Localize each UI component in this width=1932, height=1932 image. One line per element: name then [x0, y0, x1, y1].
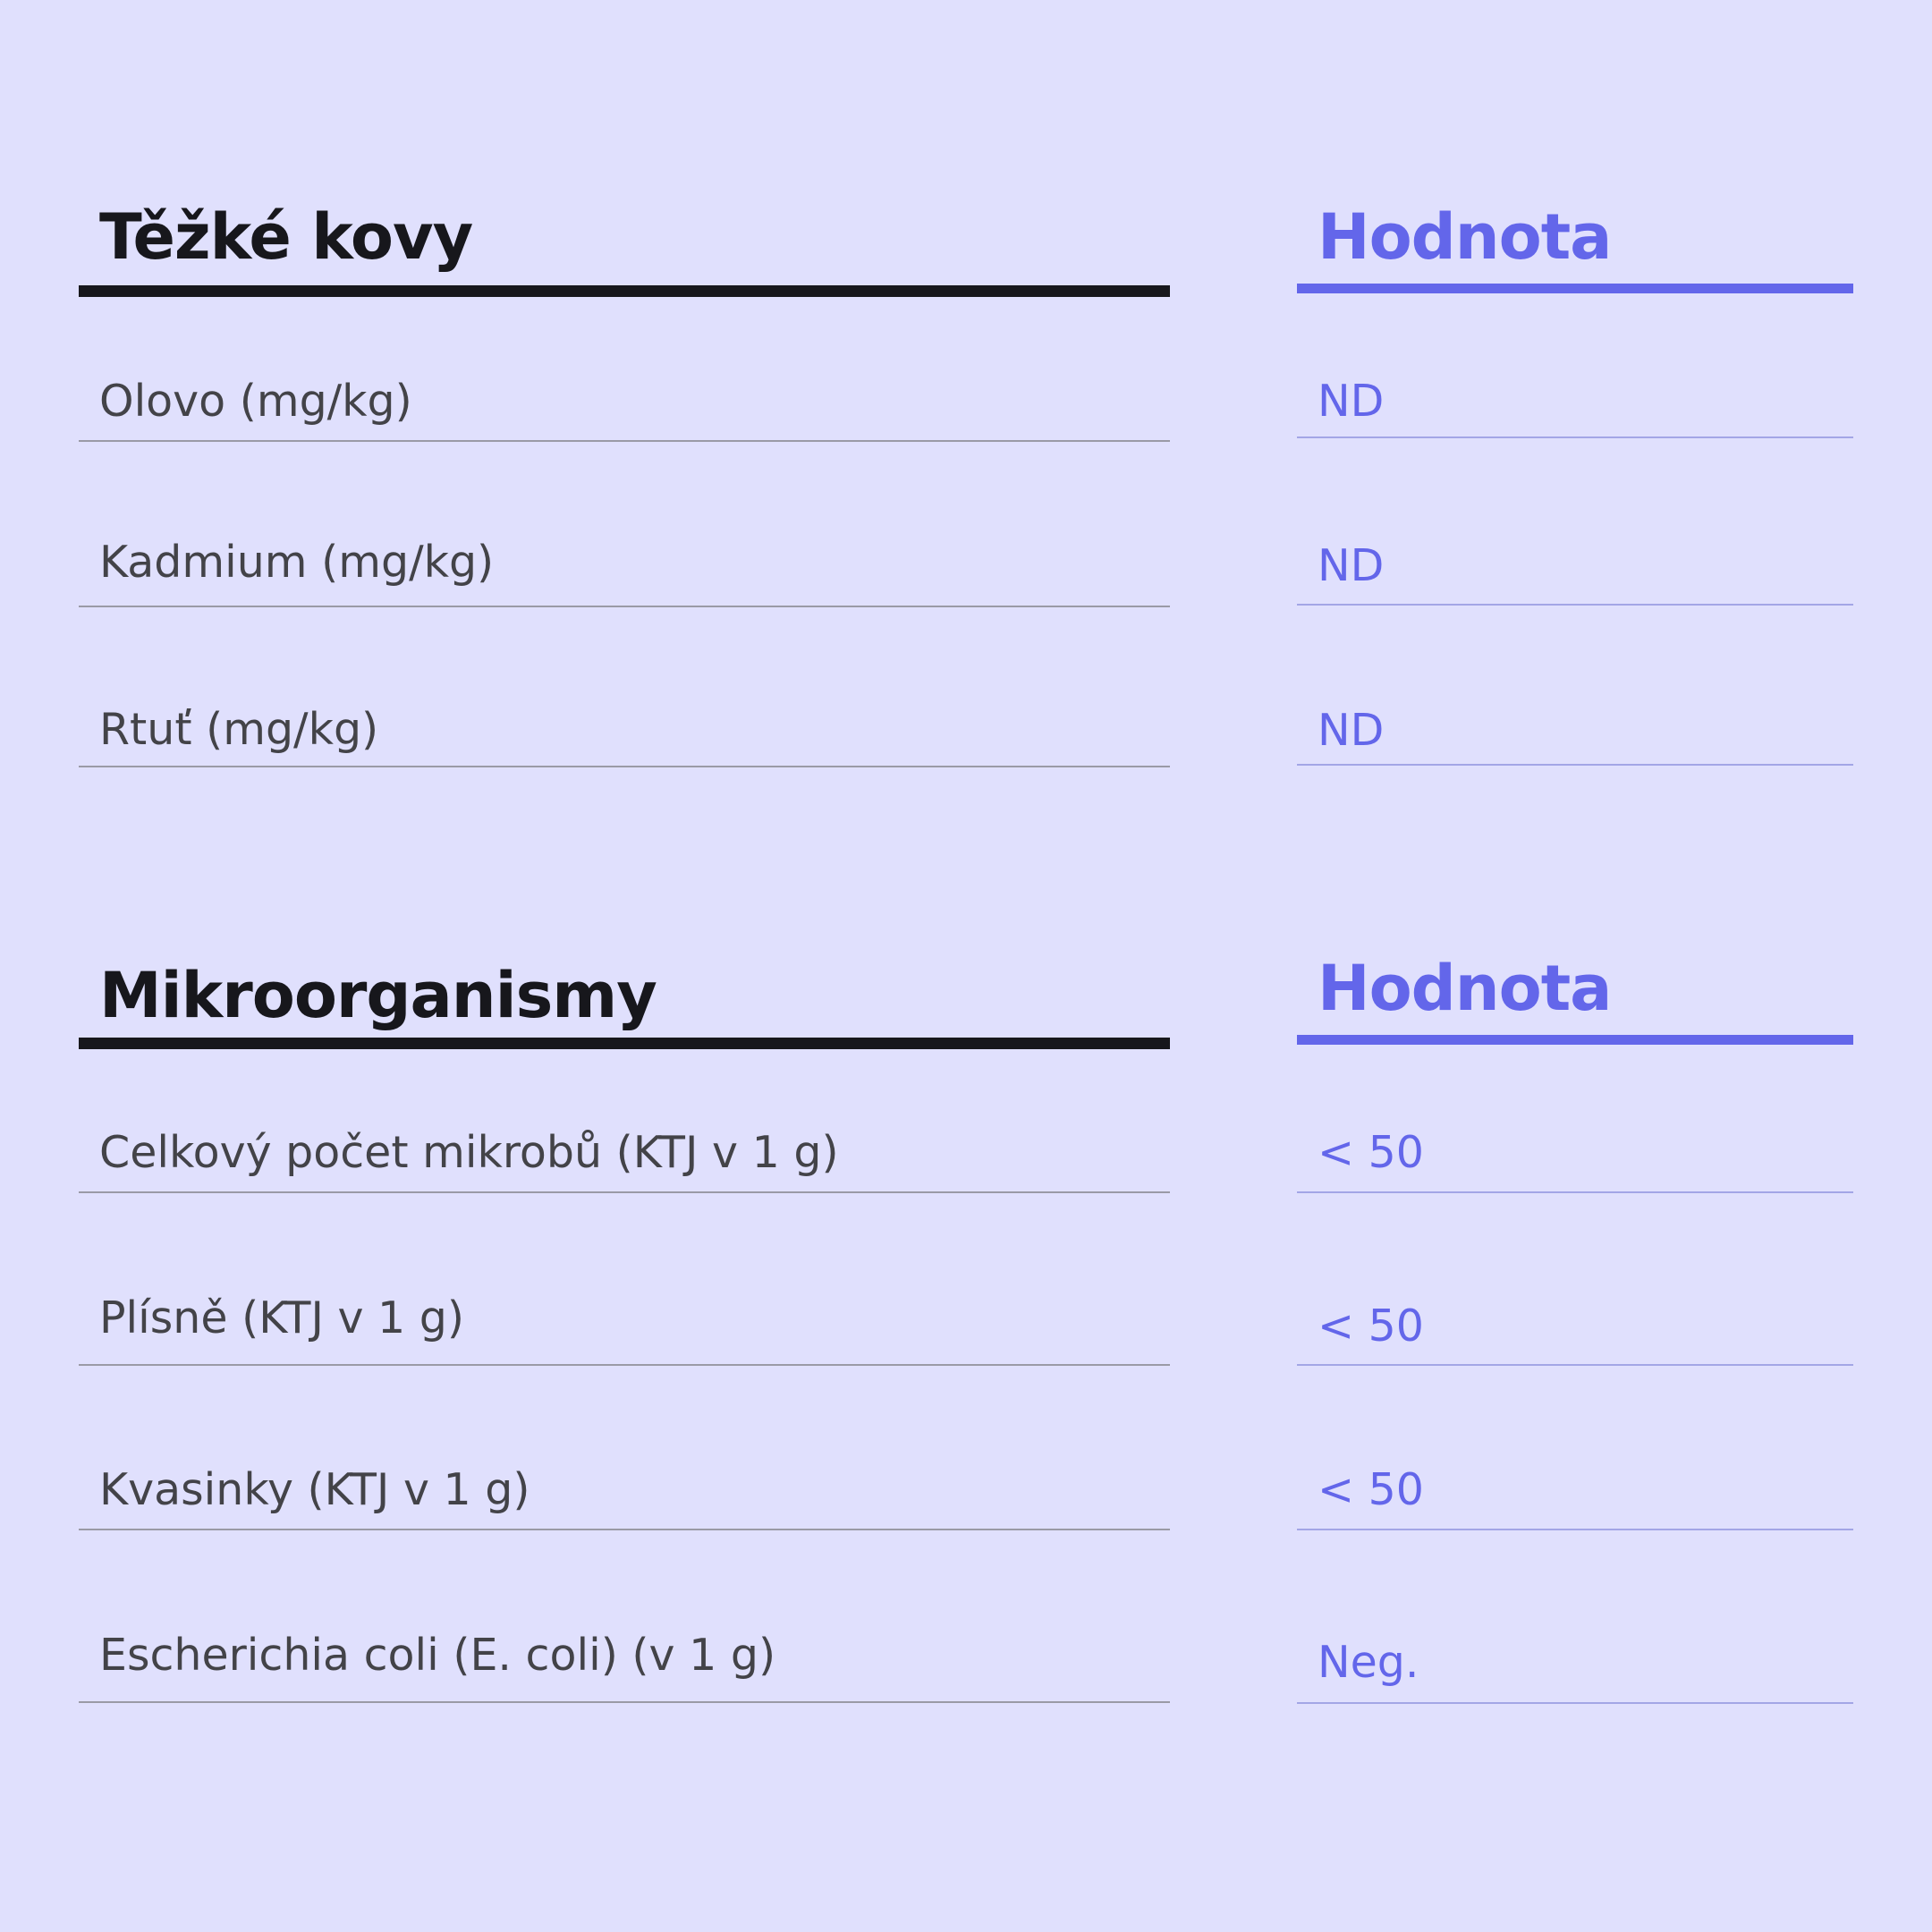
value-header-heavy-metals: Hodnota	[1297, 206, 1853, 293]
row-label-molds: Plísně (KTJ v 1 g)	[79, 1296, 1170, 1366]
row-value-total-microbes: < 50	[1297, 1131, 1853, 1193]
row-value-lead: ND	[1297, 379, 1853, 438]
value-header-microorganisms: Hodnota	[1297, 957, 1853, 1045]
section-title-microorganisms: Mikroorganismy	[79, 964, 1170, 1049]
row-label-total-microbes: Celkový počet mikrobů (KTJ v 1 g)	[79, 1131, 1170, 1193]
row-value-molds: < 50	[1297, 1304, 1853, 1366]
row-label-mercury: Rtuť (mg/kg)	[79, 708, 1170, 767]
row-label-lead: Olovo (mg/kg)	[79, 379, 1170, 442]
row-label-yeasts: Kvasinky (KTJ v 1 g)	[79, 1468, 1170, 1530]
row-label-e-coli: Escherichia coli (E. coli) (v 1 g)	[79, 1633, 1170, 1703]
row-value-mercury: ND	[1297, 708, 1853, 766]
row-value-yeasts: < 50	[1297, 1468, 1853, 1530]
row-value-cadmium: ND	[1297, 544, 1853, 606]
row-value-e-coli: Neg.	[1297, 1640, 1853, 1704]
row-label-cadmium: Kadmium (mg/kg)	[79, 540, 1170, 607]
section-title-heavy-metals: Těžké kovy	[79, 206, 1170, 297]
